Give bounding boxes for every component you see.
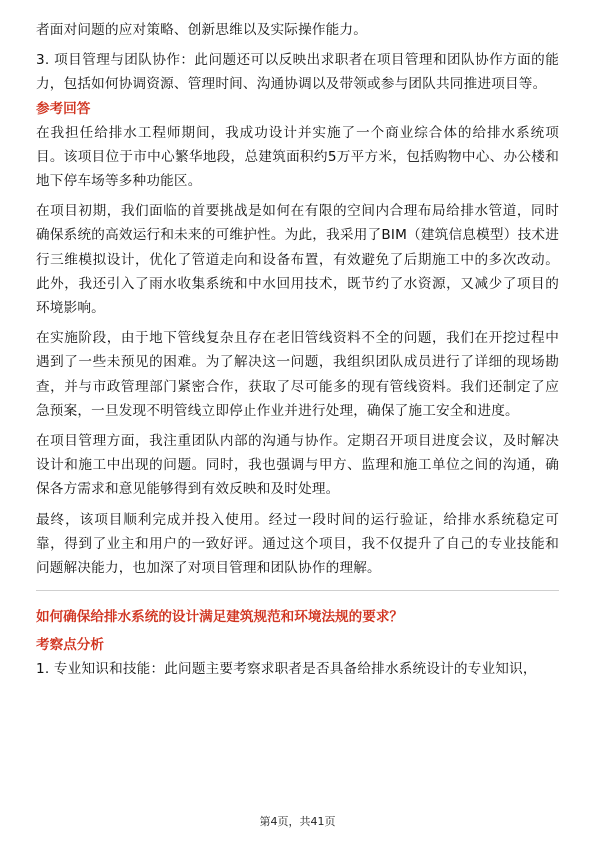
question-heading: 如何确保给排水系统的设计满足建筑规范和环境法规的要求？ <box>36 609 404 626</box>
answer-paragraph: 在我担任给排水工程师期间，我成功设计并实施了一个商业综合体的给排水系统项目。该项目位于市中心繁华地段，总建筑面积约5万平方米，包括购物中心、办公楼和地下停车场等多种功能区。 <box>36 124 559 190</box>
analysis-paragraph: 1. 专业知识和技能：此问题主要考察求职者是否具备给排水系统设计的专业知识， <box>36 661 537 678</box>
analysis-heading: 考察点分析 <box>36 637 104 654</box>
paragraph-continuation: 者面对问题的应对策略、创新思维以及实际操作能力。 <box>36 22 368 38</box>
page-footer: 第4页，共41页 <box>259 815 336 828</box>
answer-paragraph: 在实施阶段，由于地下管线复杂且存在老旧管线资料不全的问题，我们在开挖过程中遇到了一些未预见的困难。为了解决这一问题，我组织团队成员进行了详细的现场勘查，并与市政管理部门紧密合作，获取了尽可能多的现有管线资料。我们还制定了应急预案，一旦发现不明管线立即停止作业并进行处理，确保了施工安全和进度。 <box>36 330 559 419</box>
answer-heading: 参考回答 <box>36 100 91 117</box>
paragraph-point-3: 3. 项目管理与团队协作：此问题还可以反映出求职者在项目管理和团队协作方面的能力，包括如何协调资源、管理时间、沟通协调以及带领或参与团队共同推进项目等。 <box>36 52 559 93</box>
answer-paragraph: 在项目初期，我们面临的首要挑战是如何在有限的空间内合理布局给排水管道，同时确保系统的高效运行和未来的可维护性。为此，我采用了BIM（建筑信息模型）技术进行三维模拟设计，优化了管道走向和设备布置，有效避免了后期施工中的多次改动。此外，我还引入了雨水收集系统和中水回用技术，既节约了水资源，又减少了项目的环境影响。 <box>36 203 559 317</box>
document-page <box>36 18 559 681</box>
section-divider <box>36 590 559 591</box>
answer-paragraph: 最终，该项目顺利完成并投入使用。经过一段时间的运行验证，给排水系统稳定可靠，得到了业主和用户的一致好评。通过这个项目，我不仅提升了自己的专业技能和问题解决能力，也加深了对项目管理和团队协作的理解。 <box>36 511 559 577</box>
answer-paragraph: 在项目管理方面，我注重团队内部的沟通与协作。定期召开项目进度会议，及时解决设计和施工中出现的问题。同时，我也强调与甲方、监理和施工单位之间的沟通，确保各方需求和意见能够得到有效反映和及时处理。 <box>36 433 559 498</box>
